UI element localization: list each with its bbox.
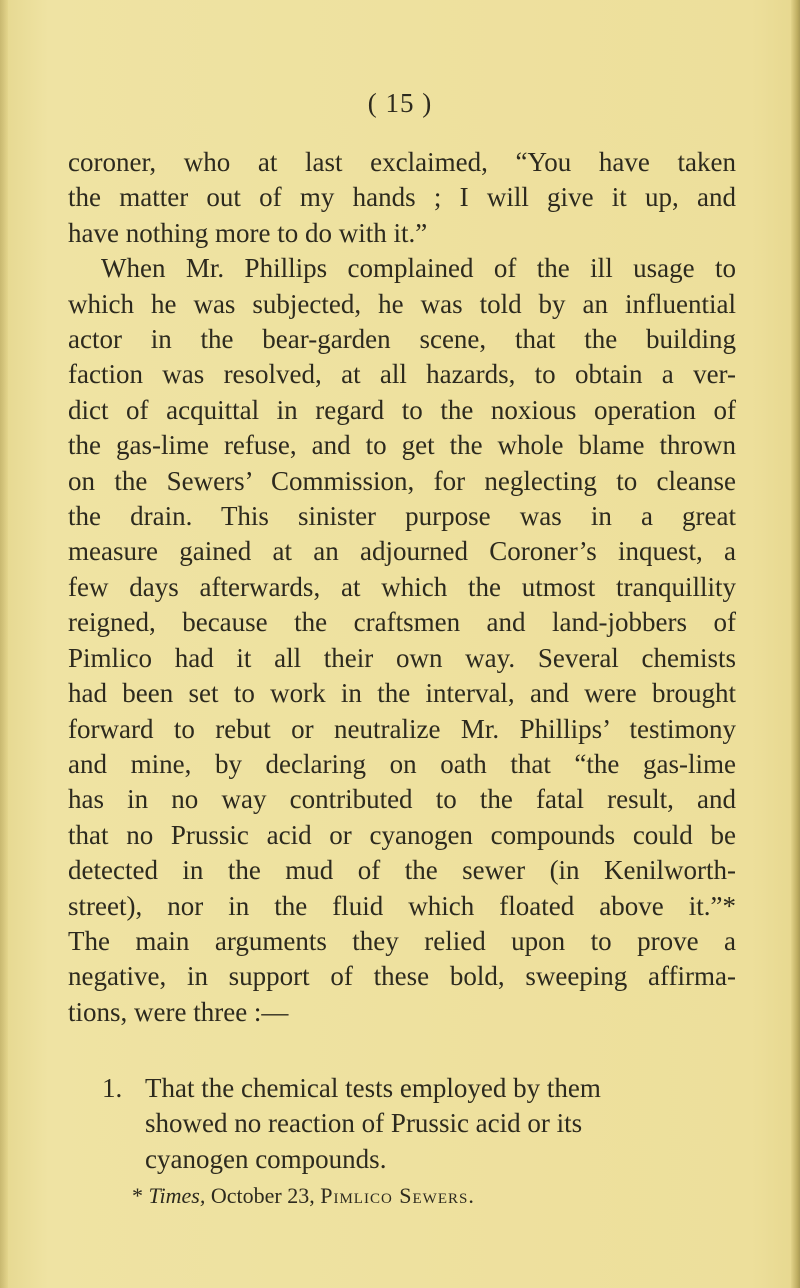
footnote-topic: Pimlico Sewers.	[320, 1183, 475, 1208]
paragraph-2	[68, 251, 736, 1030]
text-line: The main arguments they relied upon to prove a	[68, 925, 736, 956]
text-line: the drain. This sinister purpose was in a great	[68, 501, 736, 532]
text-line: reigned, because the craftsmen and land-jobbers of	[68, 607, 736, 638]
text-line: negative, in support of these bold, sweeping affirma-	[68, 961, 736, 992]
text-line: actor in the bear-garden scene, that the building	[68, 324, 736, 355]
list-item	[102, 1071, 702, 1177]
text-line: has in no way contributed to the fatal result, and	[68, 784, 736, 815]
text-line: detected in the mud of the sewer (in Kenilworth-	[68, 855, 736, 886]
list-item-number: 1.	[102, 1073, 123, 1103]
text-line: coroner, who at last exclaimed, “You have taken	[68, 147, 736, 177]
paragraph-1	[68, 145, 736, 251]
text-line: on the Sewers’ Commission, for neglecting to cleanse	[68, 465, 736, 496]
text-line: the matter out of my hands ; I will give it up, and	[68, 182, 736, 213]
list-item-line: showed no reaction of Prussic acid or its	[145, 1108, 583, 1139]
text-line: few days afterwards, at which the utmost tranquillity	[68, 571, 736, 602]
text-line: have nothing more to do with it.”	[68, 217, 428, 248]
text-line: that no Prussic acid or cyanogen compounds could be	[68, 819, 736, 850]
list-item-line: cyanogen compounds.	[145, 1143, 387, 1174]
footnote	[132, 1182, 692, 1210]
text-line: which he was subjected, he was told by an influential	[68, 288, 736, 319]
list-item-line: That the chemical tests employed by them	[145, 1073, 601, 1103]
text-line: dict of acquittal in regard to the noxious operation of	[68, 394, 736, 425]
text-line: street), nor in the fluid which floated above it.”*	[68, 890, 736, 921]
text-line: measure gained at an adjourned Coroner’s inquest, a	[68, 536, 736, 567]
page-right-edge	[791, 0, 800, 1288]
text-line: the gas-lime refuse, and to get the whole blame thrown	[68, 430, 736, 461]
page-left-edge	[0, 0, 8, 1288]
text-line: forward to rebut or neutralize Mr. Phillips’ testimony	[68, 713, 736, 744]
body-text	[68, 145, 736, 1030]
footnote-marker: *	[132, 1183, 143, 1208]
text-line: Pimlico had it all their own way. Several chemists	[68, 642, 736, 673]
numbered-list	[102, 1071, 702, 1177]
text-line: When Mr. Phillips complained of the ill usage to	[101, 253, 736, 284]
text-line: and mine, by declaring on oath that “the gas-lime	[68, 748, 736, 779]
text-line: had been set to work in the interval, and were brought	[68, 678, 736, 709]
footnote-date: October 23,	[210, 1183, 315, 1208]
page-number: ( 15 )	[367, 88, 433, 118]
footnote-source: Times,	[148, 1183, 206, 1208]
text-line: tions, were three :—	[68, 996, 289, 1027]
text-line: faction was resolved, at all hazards, to obtain a ver-	[68, 359, 736, 390]
